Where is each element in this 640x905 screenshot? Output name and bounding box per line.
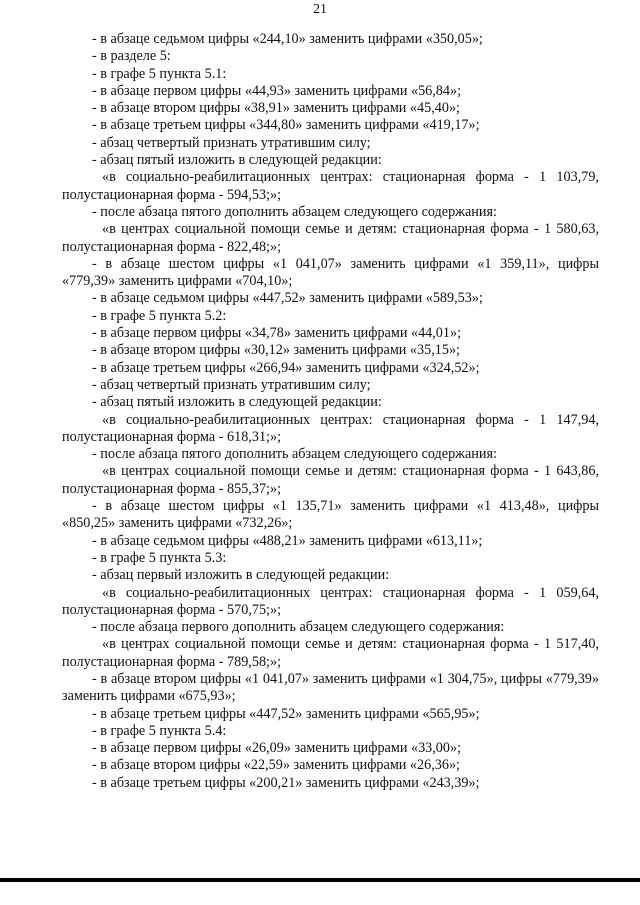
document-paragraph: - абзац первый изложить в следующей редакции:: [92, 567, 390, 584]
document-paragraph: - в абзаце втором цифры «1 041,07» заменить цифрами «1 304,75», цифры «779,39» заменить цифрами «675,93»;: [62, 670, 599, 705]
document-paragraph: - в абзаце первом цифры «44,93» заменить цифрами «56,84»;: [92, 82, 462, 99]
document-body: [62, 31, 599, 792]
document-paragraph: - в абзаце первом цифры «26,09» заменить цифрами «33,00»;: [92, 740, 462, 757]
document-paragraph: - в абзаце седьмом цифры «488,21» заменить цифрами «613,11»;: [92, 532, 483, 549]
document-paragraph: - в абзаце третьем цифры «344,80» заменить цифрами «419,17»;: [92, 117, 480, 134]
document-paragraph: - после абзаца первого дополнить абзацем следующего содержания:: [92, 619, 505, 636]
document-paragraph: - абзац пятый изложить в следующей редакции:: [92, 152, 382, 169]
document-paragraph: - в абзаце третьем цифры «266,94» заменить цифрами «324,52»;: [92, 359, 480, 376]
document-paragraph: - в абзаце седьмом цифры «244,10» заменить цифрами «350,05»;: [92, 31, 483, 47]
document-paragraph: - в абзаце втором цифры «30,12» заменить цифрами «35,15»;: [92, 342, 460, 359]
document-paragraph: «в центрах социальной помощи семье и детям: стационарная форма - 1 580,63, полустационарная форма - 822,48;»;: [62, 221, 599, 255]
document-paragraph: «в центрах социальной помощи семье и детям: стационарная форма - 1 517,40, полустационарная форма - 789,58;»;: [62, 636, 599, 670]
bottom-rule: [0, 878, 640, 882]
document-paragraph: - после абзаца пятого дополнить абзацем следующего содержания:: [92, 203, 497, 220]
document-paragraph: «в социально-реабилитационных центрах: стационарная форма - 1 147,94, полустационарная форма - 618,31;»;: [62, 411, 599, 445]
document-paragraph: - в абзаце седьмом цифры «447,52» заменить цифрами «589,53»;: [92, 290, 483, 307]
document-paragraph: - в графе 5 пункта 5.2:: [92, 307, 227, 324]
document-paragraph: «в центрах социальной помощи семье и детям: стационарная форма - 1 643,86, полустационарная форма - 855,37;»;: [62, 463, 599, 497]
document-paragraph: «в социально-реабилитационных центрах: стационарная форма - 1 059,64, полустационарная форма - 570,75;»;: [62, 584, 599, 618]
document-paragraph: - в графе 5 пункта 5.1:: [92, 65, 227, 82]
document-paragraph: - в абзаце первом цифры «34,78» заменить цифрами «44,01»;: [92, 325, 462, 342]
document-paragraph: - в абзаце шестом цифры «1 041,07» заменить цифрами «1 359,11», цифры «779,39» заменить цифрами «704,10»;: [62, 255, 599, 290]
document-paragraph: - в абзаце втором цифры «22,59» заменить цифрами «26,36»;: [92, 757, 460, 774]
document-paragraph: - в графе 5 пункта 5.3:: [92, 549, 227, 566]
document-paragraph: - в абзаце шестом цифры «1 135,71» заменить цифрами «1 413,48», цифры «850,25» заменить цифрами «732,26»;: [62, 498, 599, 532]
document-paragraph: - в абзаце втором цифры «38,91» заменить цифрами «45,40»;: [92, 100, 460, 117]
document-paragraph: - после абзаца пятого дополнить абзацем следующего содержания:: [92, 446, 497, 463]
document-paragraph: «в социально-реабилитационных центрах: стационарная форма - 1 103,79, полустационарная форма - 594,53;»;: [62, 169, 599, 203]
document-paragraph: - абзац пятый изложить в следующей редакции:: [92, 394, 382, 411]
document-paragraph: - абзац четвертый признать утратившим силу;: [92, 134, 371, 151]
document-paragraph: - в абзаце третьем цифры «200,21» заменить цифрами «243,39»;: [92, 774, 480, 791]
document-paragraph: - в графе 5 пункта 5.4:: [92, 722, 227, 739]
page-number: 21: [313, 2, 327, 17]
document-paragraph: - в абзаце третьем цифры «447,52» заменить цифрами «565,95»;: [92, 705, 480, 722]
document-paragraph: - абзац четвертый признать утратившим силу;: [92, 376, 371, 393]
document-paragraph: - в разделе 5:: [92, 48, 171, 65]
